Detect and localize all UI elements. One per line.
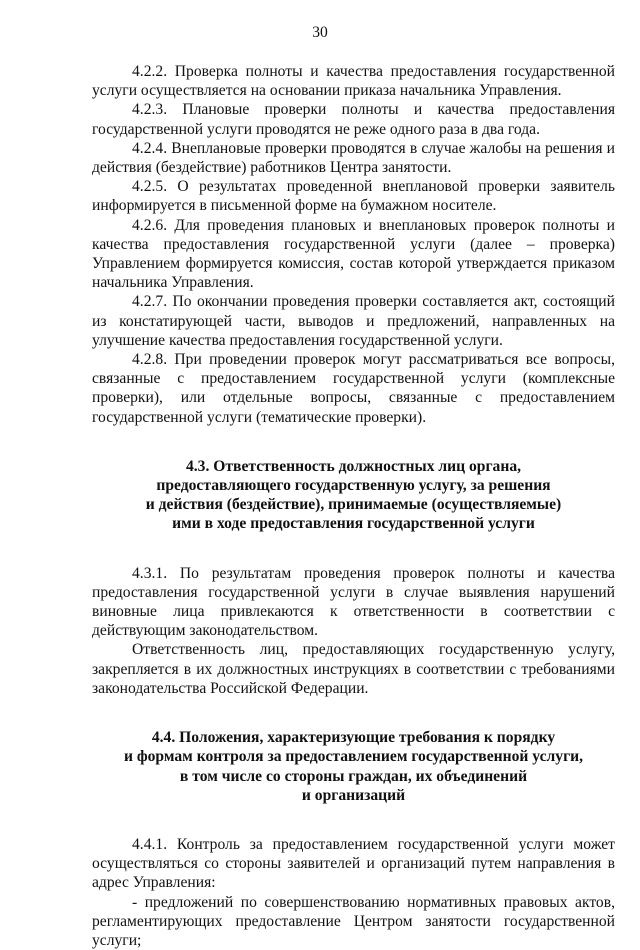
paragraph-responsibility: Ответственность лиц, предоставляющих государственную услугу, закрепляется в их должностных инструкциях в соответствии с требованиями законодательства Российской Федерации. (92, 641, 615, 697)
page-number: 30 (312, 24, 328, 41)
spacer (92, 805, 615, 835)
heading-line: и организаций (301, 786, 406, 804)
spacer (92, 698, 615, 728)
heading-line: в том числе со стороны граждан, их объединений (179, 767, 528, 785)
paragraph-4-2-7: 4.2.7. По окончании проведения проверки составляется акт, состоящий из констатирующей части, выводов и предложений, направленных на улучшение качества предоставления государственной услуги. (92, 293, 615, 349)
heading-line: и формам контроля за предоставлением государственной услуги, (123, 748, 584, 766)
paragraph-4-4-1: 4.4.1. Контроль за предоставлением государственной услуги может осуществляться со стороны заявителей и организаций путем направления в адрес Управления: (92, 835, 615, 892)
paragraph-4-2-3: 4.2.3. Плановые проверки полноты и качества предоставления государственной услуги проводятся не реже одного раза в два года. (92, 101, 615, 138)
heading-line: ими в ходе предоставления государственной услуги (172, 515, 535, 533)
paragraph-4-2-6: 4.2.6. Для проведения плановых и внеплановых проверок полноты и качества предоставления государственной услуги (далее – проверка) Управлением формируется комиссия, состав которой утверждается приказом начальника Управления. (92, 216, 615, 292)
paragraph-4-2-2: 4.2.2. Проверка полноты и качества предоставления государственной услуги осуществляется на основании приказа начальника Управления. (92, 63, 615, 100)
heading-line: предоставляющего государственную услугу, за решения (156, 477, 551, 495)
heading-line: 4.3. Ответственность должностных лиц органа, (185, 457, 522, 475)
paragraph-4-2-4: 4.2.4. Внеплановые проверки проводятся в случае жалобы на решения и действия (бездействие) работников Центра занятости. (92, 139, 615, 177)
spacer (92, 427, 615, 457)
heading-line: и действия (бездействие), принимаемые (осуществляемые) (145, 496, 562, 514)
paragraph-4-2-8: 4.2.8. При проведении проверок могут рассматриваться все вопросы, связанные с предоставлением государственной услуги (комплексные проверки), или отдельные вопросы, связанные с предоставлением государственной услуги (тематические проверки). (92, 351, 615, 426)
section-heading-4-4 (92, 728, 615, 805)
paragraph-4-2-5: 4.2.5. О результатах проведенной внеплановой проверки заявитель информируется в письменной форме на бумажном носителе. (92, 178, 615, 215)
page-content (92, 62, 615, 950)
heading-line: 4.4. Положения, характеризующие требования к порядку (151, 729, 556, 747)
paragraph-bullet-proposals: - предложений по совершенствованию нормативных правовых актов, регламентирующих предоставление Центром занятости государственной услуги; (92, 893, 615, 949)
spacer (92, 534, 615, 564)
section-heading-4-3 (92, 457, 615, 534)
paragraph-4-3-1: 4.3.1. По результатам проведения проверок полноты и качества предоставления государственной услуги в случае выявления нарушений виновные лица привлекаются к ответственности в соответствии с действующим законодательством. (92, 564, 615, 640)
